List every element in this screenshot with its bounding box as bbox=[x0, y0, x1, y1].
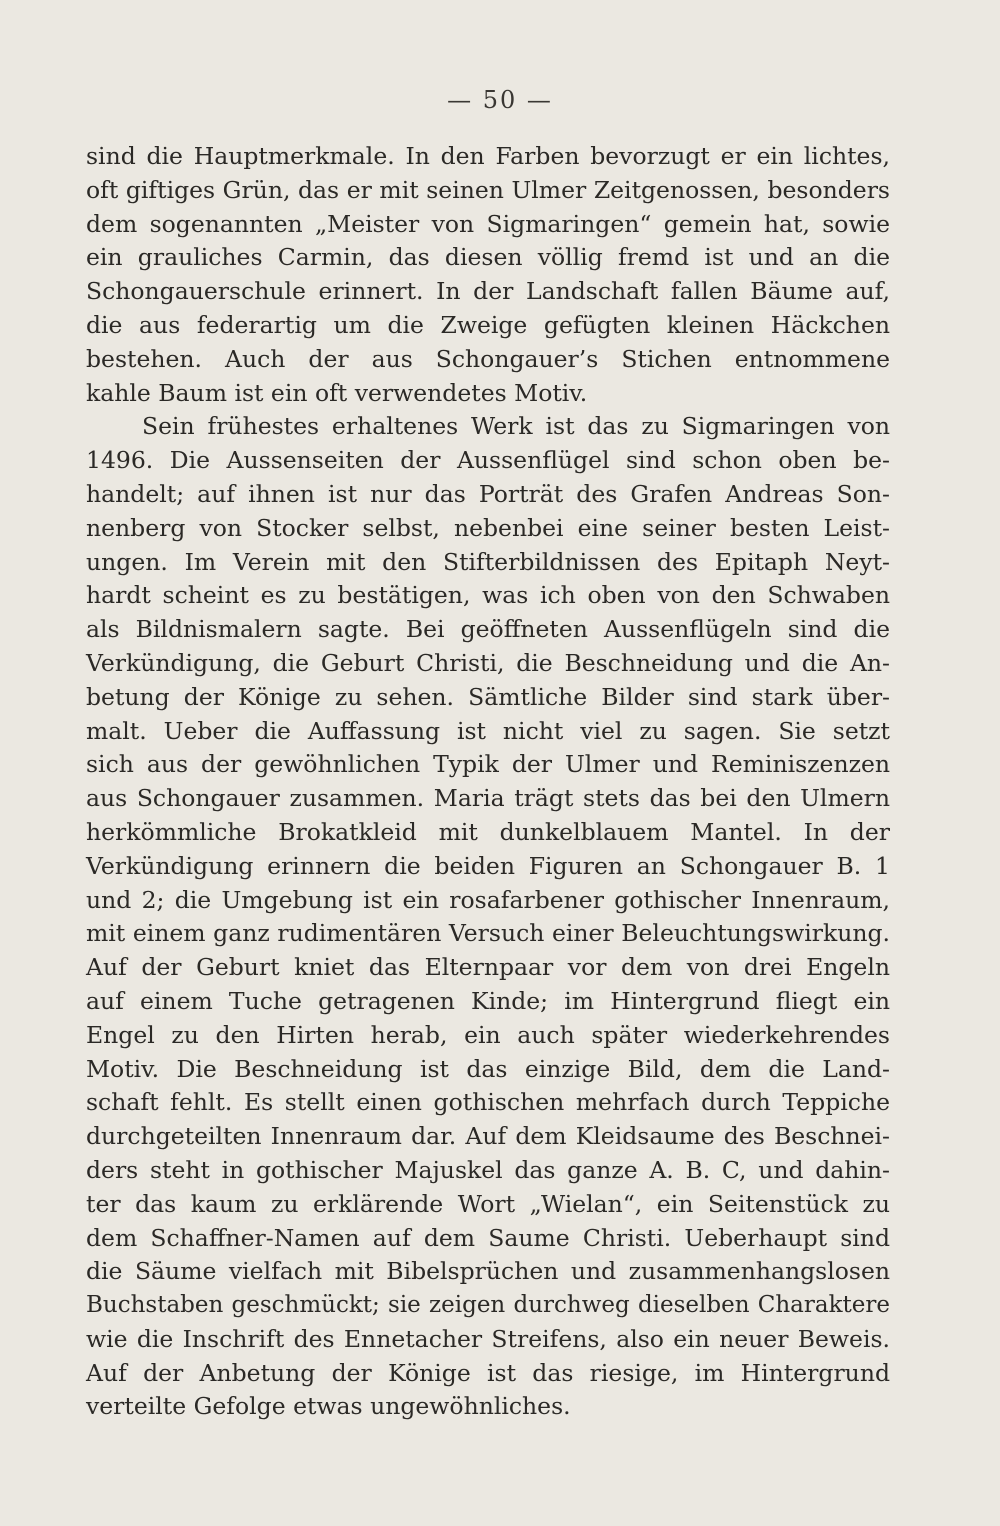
text-line: Motiv. Die Beschneidung ist das einzige Bild, dem die Land- bbox=[86, 1054, 890, 1083]
text-line: dem Schaffner-Namen auf dem Saume Christi. Ueberhaupt sind bbox=[86, 1223, 890, 1252]
text-line: sind die Hauptmerkmale. In den Farben bevorzugt er ein lichtes, bbox=[86, 142, 890, 170]
text-line: ein grauliches Carmin, das diesen völlig fremd ist und an die bbox=[86, 243, 890, 272]
text-line: dem sogenannten „Meister von Sigmaringen“ gemein hat, sowie bbox=[86, 209, 890, 238]
text-line: oft giftiges Grün, das er mit seinen Ulmer Zeitgenossen, besonders bbox=[86, 175, 890, 204]
text-line: durchgeteilten Innenraum dar. Auf dem Kleidsaume des Beschnei- bbox=[86, 1122, 890, 1151]
text-line: und 2; die Umgebung ist ein rosafarbener gothischer Innenraum, bbox=[86, 885, 890, 914]
body-text bbox=[86, 140, 890, 1424]
text-line: kahle Baum ist ein oft verwendetes Motiv. bbox=[86, 378, 588, 407]
text-line: hardt scheint es zu bestätigen, was ich oben von den Schwaben bbox=[86, 581, 890, 610]
text-line: Schongauerschule erinnert. In der Landschaft fallen Bäume auf, bbox=[86, 277, 890, 306]
text-line: auf einem Tuche getragenen Kinde; im Hintergrund fliegt ein bbox=[86, 986, 890, 1015]
text-line: betung der Könige zu sehen. Sämtliche Bilder sind stark über- bbox=[86, 682, 890, 711]
text-line: sich aus der gewöhnlichen Typik der Ulmer und Reminiszenzen bbox=[86, 750, 890, 779]
text-line: malt. Ueber die Auffassung ist nicht viel zu sagen. Sie setzt bbox=[86, 716, 890, 745]
text-line: schaft fehlt. Es stellt einen gothischen mehrfach durch Teppiche bbox=[86, 1088, 890, 1117]
text-line: Auf der Geburt kniet das Elternpaar vor dem von drei Engeln bbox=[86, 953, 890, 982]
text-line: 1496. Die Aussenseiten der Aussenflügel sind schon oben be- bbox=[86, 446, 890, 475]
text-line: Sein frühestes erhaltenes Werk ist das zu Sigmaringen von bbox=[142, 412, 890, 441]
text-line: wie die Inschrift des Ennetacher Streifens, also ein neuer Beweis. bbox=[86, 1324, 890, 1353]
text-line: Auf der Anbetung der Könige ist das riesige, im Hintergrund bbox=[86, 1358, 890, 1387]
text-line: Verkündigung erinnern die beiden Figuren an Schongauer B. 1 bbox=[86, 851, 890, 880]
text-line: als Bildnismalern sagte. Bei geöffneten Aussenflügeln sind die bbox=[86, 615, 890, 644]
text-line: Verkündigung, die Geburt Christi, die Beschneidung und die An- bbox=[86, 648, 890, 677]
text-line: Engel zu den Hirten herab, ein auch später wiederkehrendes bbox=[86, 1020, 890, 1049]
text-line: nenberg von Stocker selbst, nebenbei eine seiner besten Leist- bbox=[86, 513, 890, 542]
text-line: die Säume vielfach mit Bibelsprüchen und zusammenhangslosen bbox=[86, 1257, 890, 1286]
text-line: mit einem ganz rudimentären Versuch einer Beleuchtungswirkung. bbox=[86, 919, 890, 948]
text-line: aus Schongauer zusammen. Maria trägt stets das bei den Ulmern bbox=[86, 784, 890, 813]
text-line: Buchstaben geschmückt; sie zeigen durchweg dieselben Charaktere bbox=[86, 1292, 890, 1319]
text-line: ungen. Im Verein mit den Stifterbildnissen des Epitaph Neyt- bbox=[86, 547, 890, 576]
text-line: ter das kaum zu erklärende Wort „Wielan“, ein Seitenstück zu bbox=[86, 1189, 890, 1218]
text-line: ders steht in gothischer Majuskel das ganze A. B. C, und dahin- bbox=[86, 1155, 890, 1184]
text-line: bestehen. Auch der aus Schongauer’s Stichen entnommene bbox=[86, 344, 890, 373]
text-line: handelt; auf ihnen ist nur das Porträt des Grafen Andreas Son- bbox=[86, 479, 890, 508]
text-line: die aus federartig um die Zweige gefügten kleinen Häckchen bbox=[86, 310, 890, 339]
text-line: herkömmliche Brokatkleid mit dunkelblauem Mantel. In der bbox=[86, 817, 890, 846]
page-number: — 50 — bbox=[447, 86, 553, 114]
text-line: verteilte Gefolge etwas ungewöhnliches. bbox=[86, 1392, 571, 1421]
